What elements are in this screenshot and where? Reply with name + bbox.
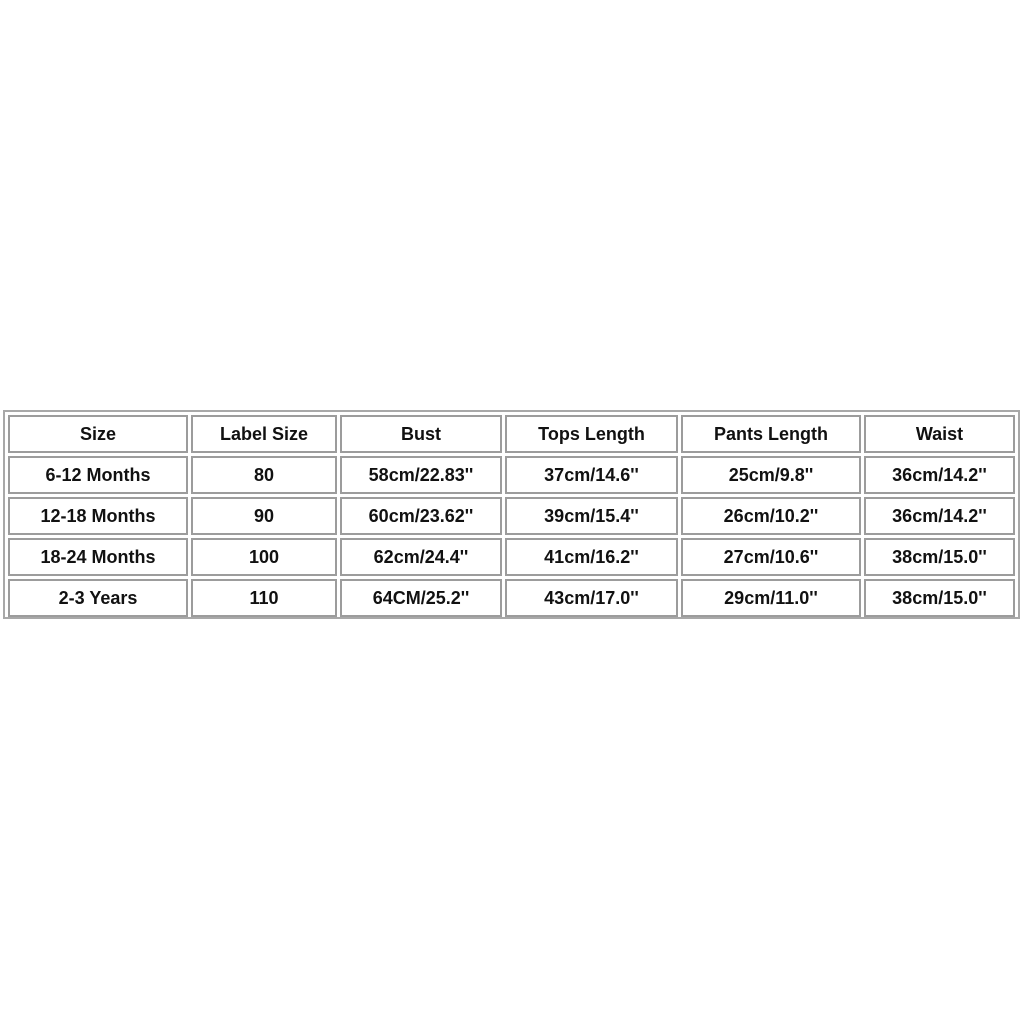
cell-tops-length: 37cm/14.6'' (505, 456, 678, 494)
cell-tops-length: 43cm/17.0'' (505, 579, 678, 617)
header-tops-length: Tops Length (505, 415, 678, 453)
table-row (8, 579, 1015, 617)
cell-waist: 38cm/15.0'' (864, 579, 1015, 617)
cell-label-size: 90 (191, 497, 337, 535)
cell-waist: 38cm/15.0'' (864, 538, 1015, 576)
header-waist: Waist (864, 415, 1015, 453)
header-bust: Bust (340, 415, 502, 453)
cell-waist: 36cm/14.2'' (864, 456, 1015, 494)
cell-bust: 62cm/24.4'' (340, 538, 502, 576)
cell-pants-length: 25cm/9.8'' (681, 456, 861, 494)
cell-size: 2-3 Years (8, 579, 188, 617)
cell-size: 6-12 Months (8, 456, 188, 494)
header-label-size: Label Size (191, 415, 337, 453)
cell-bust: 64CM/25.2'' (340, 579, 502, 617)
table-row (8, 497, 1015, 535)
header-pants-length: Pants Length (681, 415, 861, 453)
cell-pants-length: 27cm/10.6'' (681, 538, 861, 576)
header-size: Size (8, 415, 188, 453)
cell-pants-length: 29cm/11.0'' (681, 579, 861, 617)
cell-label-size: 110 (191, 579, 337, 617)
cell-size: 12-18 Months (8, 497, 188, 535)
size-table (5, 412, 1018, 620)
table-row (8, 538, 1015, 576)
cell-waist: 36cm/14.2'' (864, 497, 1015, 535)
size-chart (3, 410, 1020, 619)
cell-label-size: 100 (191, 538, 337, 576)
cell-label-size: 80 (191, 456, 337, 494)
header-row (8, 415, 1015, 453)
cell-bust: 58cm/22.83'' (340, 456, 502, 494)
cell-tops-length: 41cm/16.2'' (505, 538, 678, 576)
cell-pants-length: 26cm/10.2'' (681, 497, 861, 535)
table-row (8, 456, 1015, 494)
cell-bust: 60cm/23.62'' (340, 497, 502, 535)
cell-size: 18-24 Months (8, 538, 188, 576)
cell-tops-length: 39cm/15.4'' (505, 497, 678, 535)
